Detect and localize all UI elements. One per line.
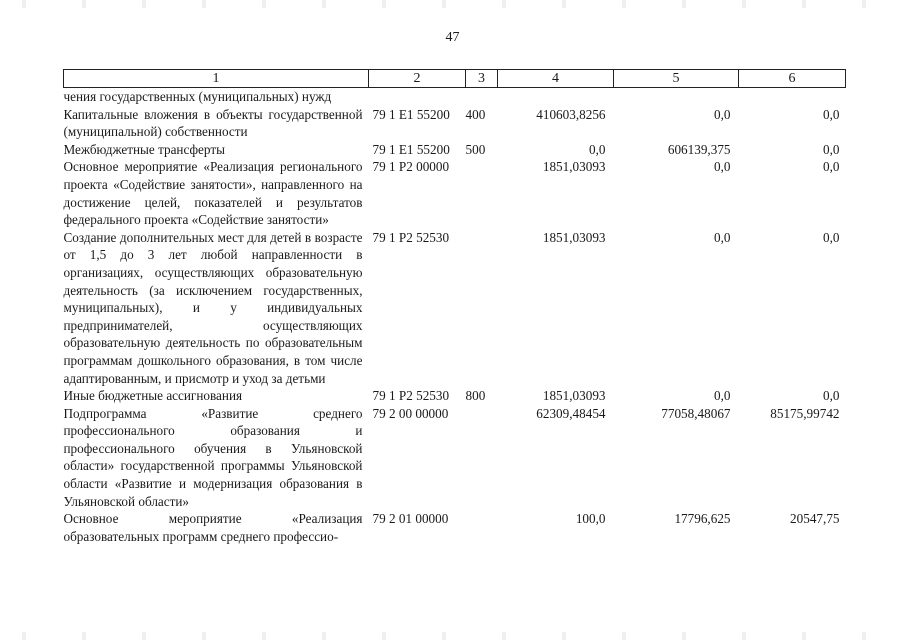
row-name: Подпрограмма «Развитие среднего профессионального образования и профессионального обучения в Ульяновской области» государственной программы Ульяновской области «Развитие и модернизация образования в Ульяновской области» bbox=[63, 405, 363, 509]
row-value-5: 0,0 bbox=[714, 388, 731, 404]
table-row bbox=[64, 405, 846, 511]
table-row bbox=[64, 387, 846, 405]
header-col-6: 6 bbox=[739, 70, 846, 88]
row-value-5: 0,0 bbox=[714, 229, 731, 245]
row-value-4 bbox=[498, 88, 614, 106]
row-type bbox=[466, 510, 498, 545]
row-value-4: 62309,48454 bbox=[536, 405, 606, 421]
row-name: чения государственных (муниципальных) нужд bbox=[63, 89, 332, 104]
row-value-4: 1851,03093 bbox=[542, 229, 606, 245]
row-code: 79 1 P2 52530 bbox=[372, 229, 450, 245]
row-value-4: 100,0 bbox=[575, 511, 606, 527]
row-type bbox=[466, 405, 498, 511]
row-value-6: 0,0 bbox=[823, 159, 840, 175]
row-code bbox=[369, 88, 466, 106]
table-header bbox=[64, 70, 846, 88]
table-row bbox=[64, 229, 846, 387]
row-name: Основное мероприятие «Реализация образовательных программ среднего профессио- bbox=[63, 511, 363, 544]
budget-table bbox=[63, 69, 846, 545]
header-col-5: 5 bbox=[614, 70, 739, 88]
table-row bbox=[64, 106, 846, 141]
row-value-5: 17796,625 bbox=[674, 511, 731, 527]
row-code: 79 1 E1 55200 bbox=[372, 106, 450, 122]
table-body bbox=[64, 88, 846, 546]
header-col-4: 4 bbox=[498, 70, 614, 88]
row-type: 500 bbox=[465, 141, 486, 157]
header-col-1: 1 bbox=[64, 70, 369, 88]
row-value-4: 1851,03093 bbox=[542, 388, 606, 404]
row-code: 79 2 01 00000 bbox=[372, 511, 449, 527]
row-value-5: 0,0 bbox=[714, 159, 731, 175]
row-name: Основное мероприятие «Реализация регионального проекта «Содействие занятости», направленного на достижение целей, показателей и результатов федерального проекта «Содействие занятости» bbox=[63, 159, 363, 228]
row-value-6 bbox=[739, 88, 846, 106]
row-value-6: 20547,75 bbox=[790, 511, 840, 527]
row-value-5: 606139,375 bbox=[667, 141, 731, 157]
header-row bbox=[64, 70, 846, 88]
scan-artifact-bottom bbox=[0, 632, 905, 640]
row-value-4: 0,0 bbox=[589, 141, 606, 157]
page-number: 47 bbox=[445, 30, 460, 45]
row-value-6: 85175,99742 bbox=[770, 405, 840, 421]
table-row bbox=[64, 510, 846, 545]
header-col-2: 2 bbox=[369, 70, 466, 88]
table-row bbox=[64, 141, 846, 159]
row-type bbox=[466, 158, 498, 228]
header-col-3: 3 bbox=[466, 70, 498, 88]
row-code: 79 1 P2 00000 bbox=[372, 159, 450, 175]
row-value-5 bbox=[614, 88, 739, 106]
row-type: 400 bbox=[465, 106, 486, 122]
row-code: 79 2 00 00000 bbox=[372, 405, 449, 421]
row-value-5: 0,0 bbox=[714, 106, 731, 122]
row-value-6: 0,0 bbox=[823, 229, 840, 245]
row-code: 79 1 P2 52530 bbox=[372, 388, 450, 404]
table-row bbox=[64, 88, 846, 106]
row-type bbox=[466, 88, 498, 106]
row-name: Создание дополнительных мест для детей в возрасте от 1,5 до 3 лет любой направленности в организациях, осуществляющих образовательную деятельность (за исключением государственных, муниципальных), и у индивидуальных предпринимателей, осуществляющих образовательную деятельность по образовательным программам дошкольного образования, в том числе адаптированным, и присмотр и уход за детьми bbox=[63, 229, 363, 386]
row-name: Капитальные вложения в объекты государственной (муниципальной) собственности bbox=[63, 106, 363, 140]
scan-artifact-top bbox=[0, 0, 905, 8]
row-type bbox=[466, 229, 498, 387]
row-value-6: 0,0 bbox=[823, 106, 840, 122]
row-value-4: 410603,8256 bbox=[536, 106, 606, 122]
row-code: 79 1 E1 55200 bbox=[372, 141, 450, 157]
row-name: Межбюджетные трансферты bbox=[63, 141, 225, 157]
row-value-4: 1851,03093 bbox=[542, 159, 606, 175]
row-value-6: 0,0 bbox=[823, 388, 840, 404]
table-row bbox=[64, 158, 846, 228]
row-value-5: 77058,48067 bbox=[661, 405, 731, 421]
row-type: 800 bbox=[465, 388, 486, 404]
row-name: Иные бюджетные ассигнования bbox=[63, 388, 243, 404]
row-value-6: 0,0 bbox=[823, 141, 840, 157]
